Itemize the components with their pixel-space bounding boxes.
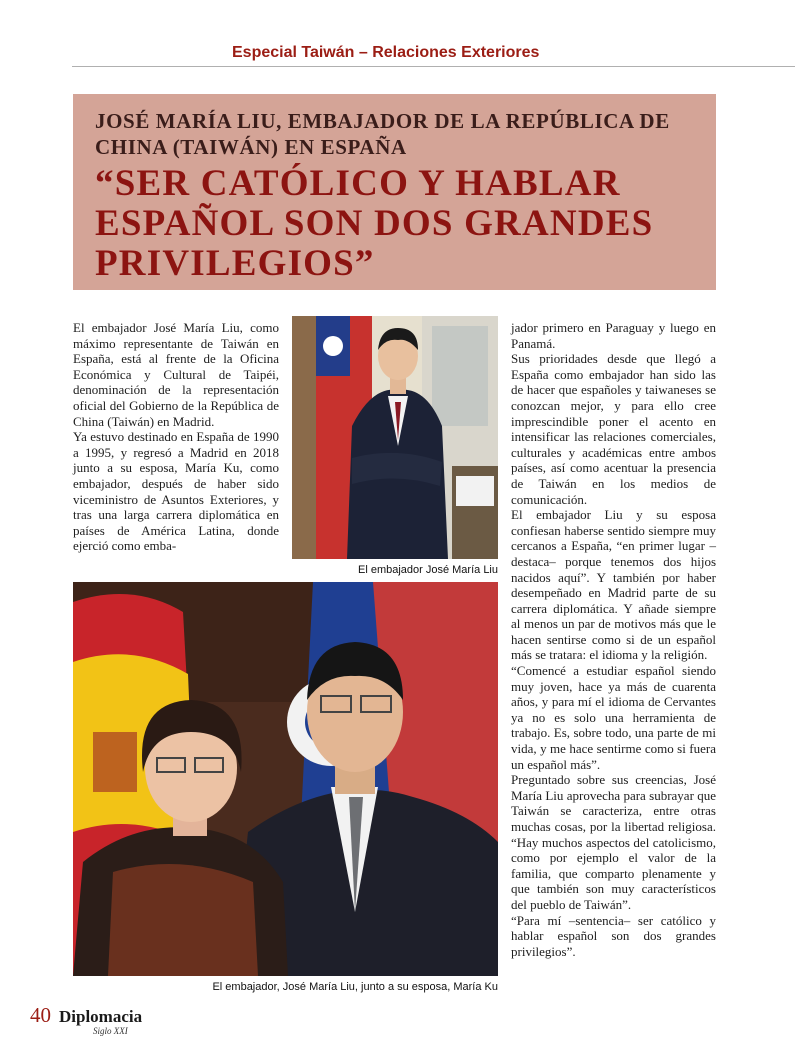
paragraph: Ya estuvo destinado en España de 1990 a 1995, y regresó a Madrid en 2018 junto a su esposa, María Ku, como embajador, después de haber sido viceministro de Asuntos Exteriores, y tras una larga carrera diplomática en países de América Latina, donde ejerció como emba- <box>73 429 279 554</box>
paragraph: Sus prioridades desde que llegó a España como embajador han sido las de hacer que españoles y taiwaneses se conozcan mejor, y para ello cree imprescindible poner el acento en intensificar las relaciones comerciales, culturales y académicas entre ambos países, así como acentuar la presencia de Taiwán en los medios de comunicación. <box>511 351 716 507</box>
paragraph: jador primero en Paraguay y luego en Panamá. <box>511 320 716 351</box>
body-column-right <box>511 320 716 959</box>
caption-photo2: El embajador, José María Liu, junto a su esposa, María Ku <box>212 981 498 993</box>
page-number: 40 <box>30 1003 51 1027</box>
paragraph: El embajador Liu y su esposa confiesan haberse sentido siempre muy cercanos a España, “en primer lugar –destaca– porque tenemos dos hijos nacidos aquí”. Y también por haber desempeñado en Madrid parte de su carrera diplomática. Y añade siempre al menos un par de motivos más que le hacen sentirse como si de un español más se tratara: el idioma y la religión. <box>511 507 716 663</box>
publication-subtitle: Siglo XXI <box>93 1026 128 1036</box>
publication-name: Diplomacia <box>59 1007 143 1026</box>
photo-couple <box>73 582 498 976</box>
paragraph: Preguntado sobre sus creencias, José María Liu aprovecha para subrayar que Taiwán se caracteriza, entre otras muchas cosas, por la libertad religiosa. “Hay muchos aspectos del catolicismo, como por ejemplo el valor de la familia, que comparto plenamente y que también son muy característicos del pueblo de Taiwán”. <box>511 772 716 912</box>
paragraph: “Comencé a estudiar español siendo muy joven, hace ya más de cuarenta años, y para mí el idioma de Cervantes ya no es solo una herramienta de trabajo. Es, sobre todo, una parte de mi vida, y me hace sentirme como si fuera un español más”. <box>511 663 716 772</box>
paragraph: El embajador José María Liu, como máximo representante de Taiwán en España, está al frente de la Oficina Económica y Cultural de Taipéi, denominación de la representación oficial del Gobierno de la República de China (Taiwán) en Madrid. <box>73 320 279 429</box>
body-column-left <box>73 320 279 554</box>
headline: “SER CATÓLICO Y HABLAR ESPAÑOL SON DOS GRANDES PRIVILEGIOS” <box>95 163 654 284</box>
header-rule <box>72 66 795 67</box>
kicker: JOSÉ MARÍA LIU, EMBAJADOR DE LA REPÚBLICA DE CHINA (TAIWÁN) EN ESPAÑA <box>95 109 670 159</box>
paragraph: “Para mí –sentencia– ser católico y hablar español son dos grandes privilegios”. <box>511 912 716 959</box>
caption-photo1: El embajador José María Liu <box>357 564 498 576</box>
photo-ambassador <box>292 316 498 559</box>
title-box <box>73 94 716 290</box>
section-label: Especial Taiwán – Relaciones Exteriores <box>232 44 540 61</box>
